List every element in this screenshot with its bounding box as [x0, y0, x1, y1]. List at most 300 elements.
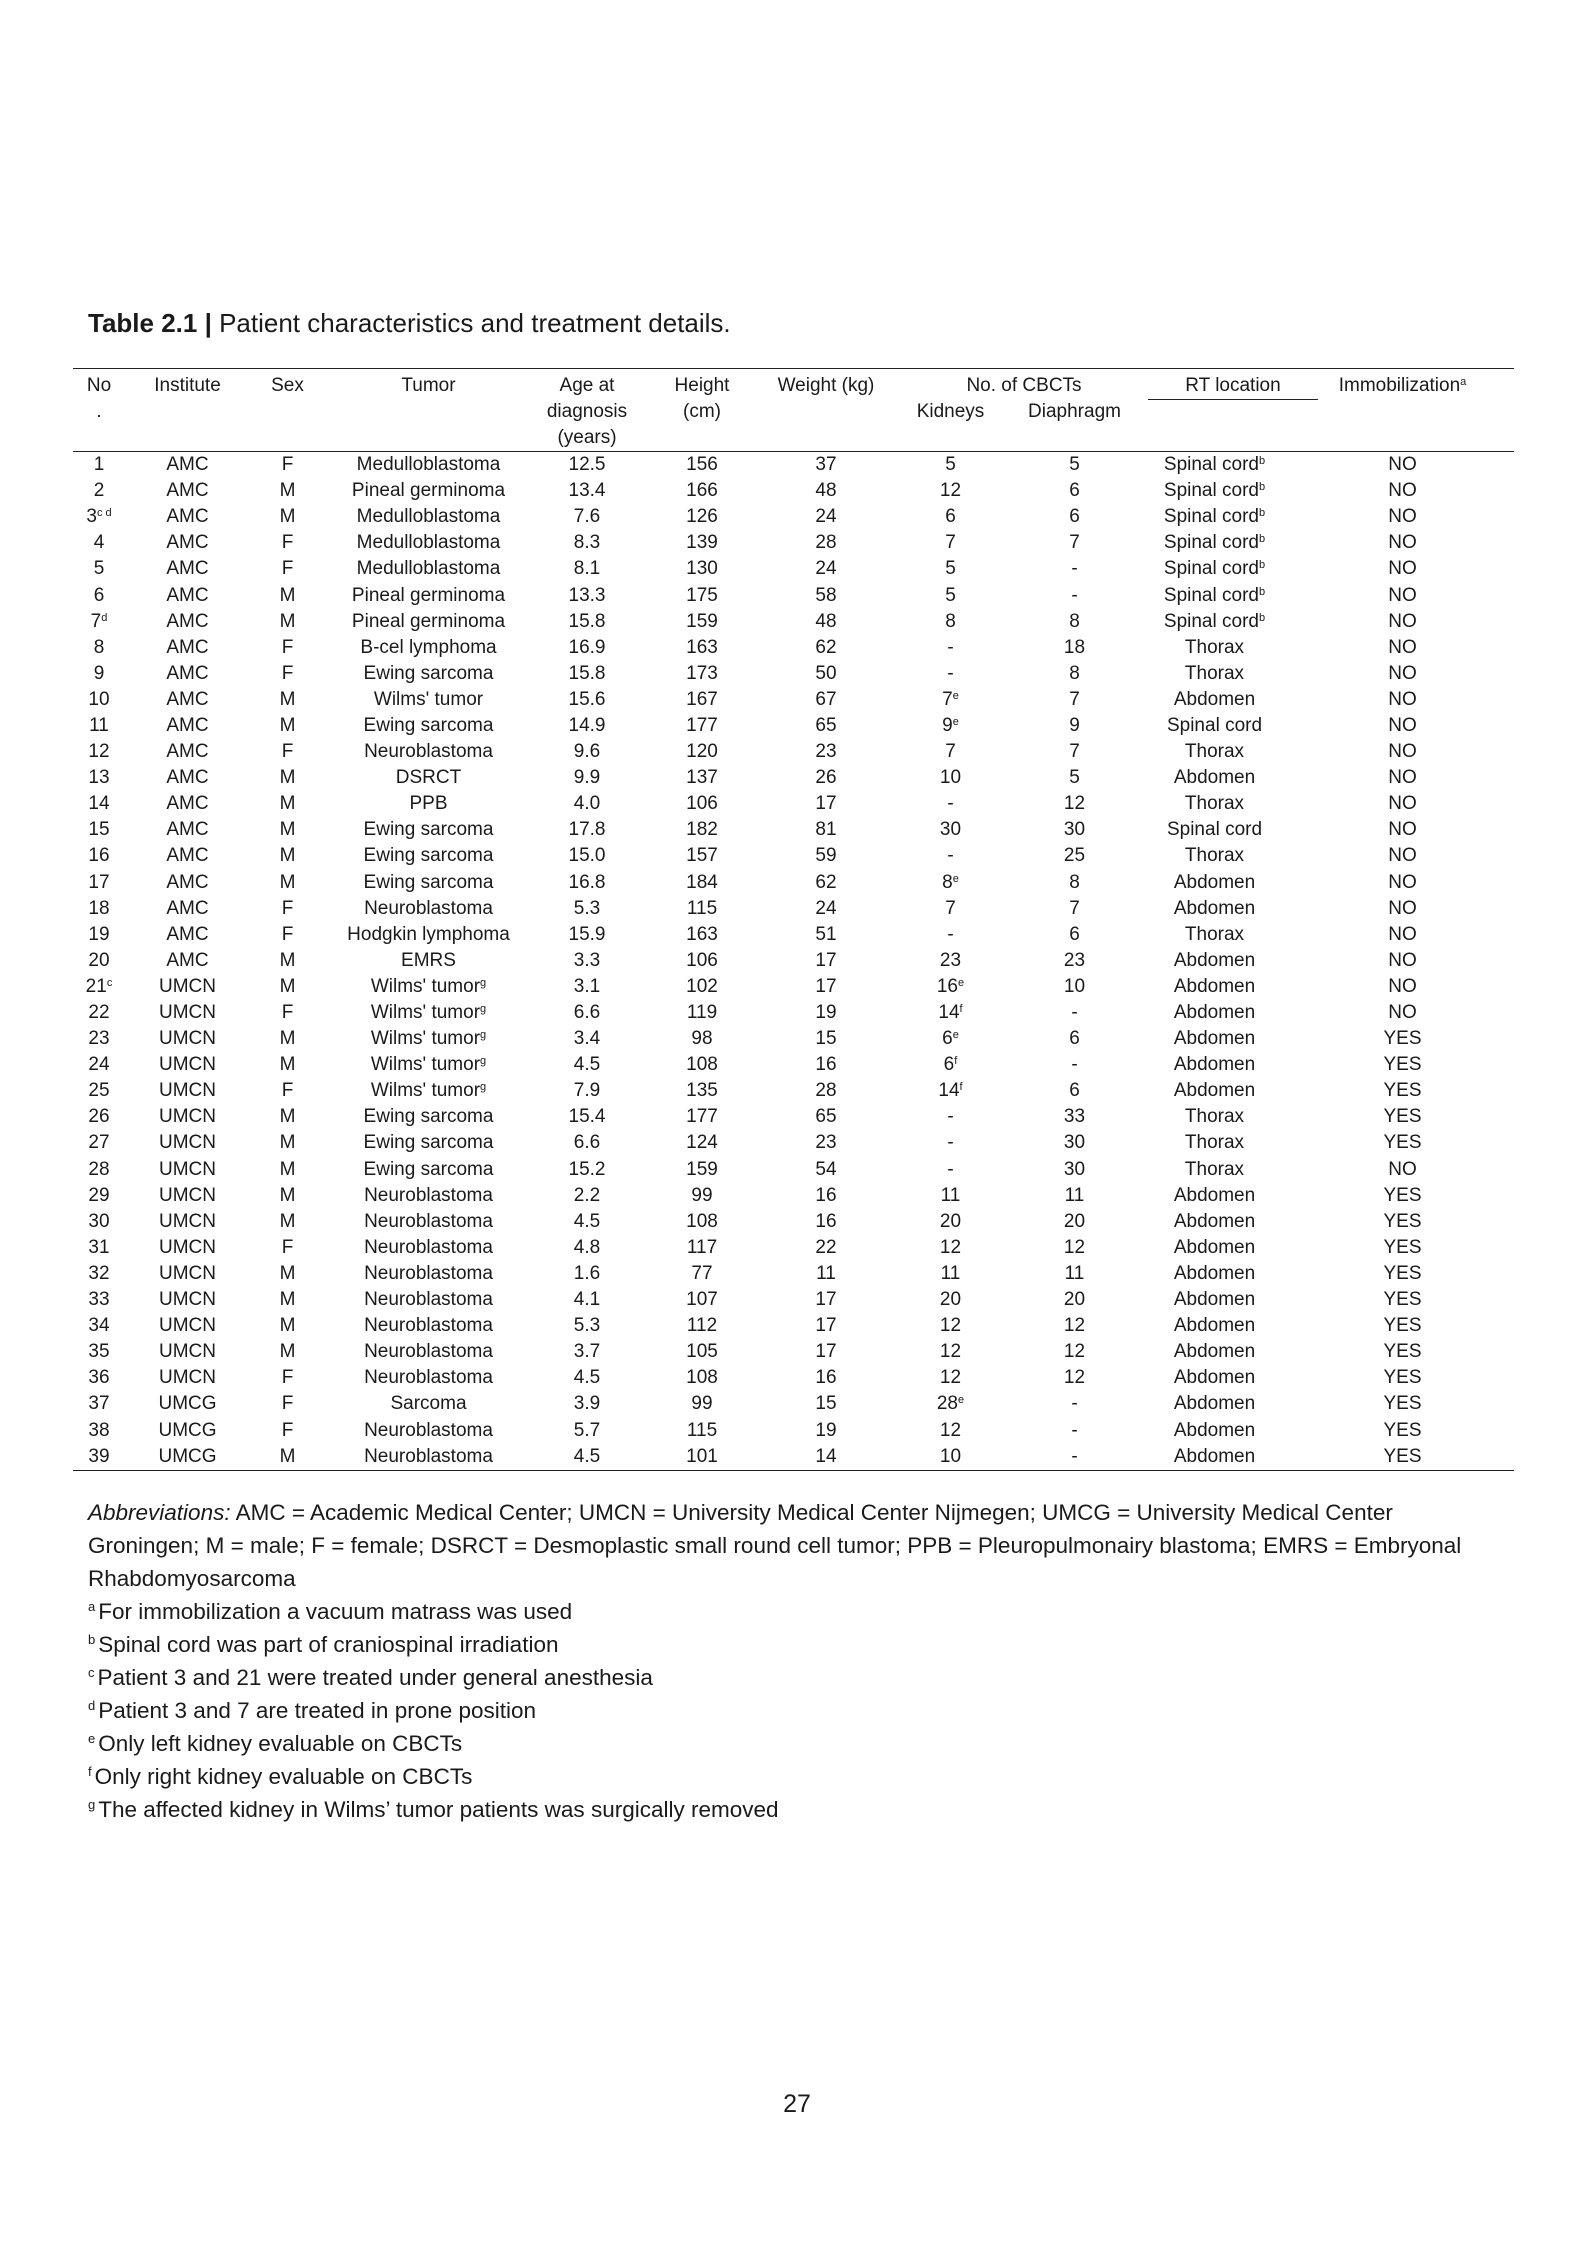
cell-sex: M	[279, 1315, 296, 1337]
cell-cbct-diaphragm: 11	[1064, 1262, 1085, 1284]
cell-sex: F	[281, 1236, 294, 1258]
cell-no: 11	[89, 714, 109, 736]
cell-height: 102	[686, 975, 718, 997]
cell-immobilization: YES	[1383, 1106, 1422, 1128]
cell-cbct-kidneys: 6$^f$	[943, 1054, 958, 1076]
cell-tumor: Wilms' tumor$^g$	[370, 975, 487, 997]
cell-cbct-diaphragm: -	[1071, 1054, 1078, 1076]
cell-rt-location: Abdomen	[1173, 1028, 1256, 1050]
cell-rt-location: Spinal cord$^b$	[1163, 506, 1266, 528]
cell-cbct-kidneys: 5	[945, 454, 956, 476]
table-caption-text: Patient characteristics and treatment details.	[211, 308, 731, 338]
cell-no: 27	[88, 1132, 110, 1154]
cell-institute: AMC	[166, 949, 209, 971]
cell-height: 101	[642, 1444, 762, 1471]
cell-sex: F	[281, 1393, 294, 1415]
cell-immobilization: YES	[1383, 1028, 1422, 1050]
cell-no: 21$^c$	[85, 975, 113, 997]
cell-weight: 19	[815, 1419, 837, 1441]
cell-age: 7.9	[573, 1080, 601, 1102]
header-cbct-diaphragm: Diaphragm	[1028, 401, 1121, 422]
cell-cbct-diaphragm: 6	[1069, 1028, 1080, 1050]
cell-institute: UMCN	[159, 1367, 216, 1389]
table-row	[73, 791, 1514, 817]
cell-age: 9.6	[573, 741, 601, 763]
cell-rt-location: Thorax	[1184, 793, 1245, 815]
cell-institute: AMC	[166, 923, 209, 945]
cell-cbct-diaphragm: 30	[1063, 1158, 1086, 1180]
cell-weight: 48	[815, 610, 837, 632]
cell-cbct-diaphragm: 6	[1069, 1080, 1080, 1102]
cell-cbct-kidneys: 7	[945, 741, 956, 763]
cell-sex: F	[281, 1419, 294, 1441]
cell-sex: M	[279, 1054, 296, 1076]
cell-tumor: Hodgkin lymphoma	[347, 923, 510, 945]
cell-immobilization: NO	[1388, 454, 1417, 476]
cell-tumor: Neuroblastoma	[364, 1262, 493, 1284]
cell-no: 10	[88, 688, 110, 710]
cell-rt-location: Abdomen	[1173, 1289, 1256, 1311]
cell-immobilization: YES	[1383, 1236, 1422, 1258]
cell-height: 175	[686, 584, 718, 606]
cell-rt-location: Abdomen	[1173, 1210, 1256, 1232]
cell-age: 15.6	[568, 688, 606, 710]
cell-weight: 65	[815, 1106, 837, 1128]
cell-cbct-kidneys: 6e	[942, 1028, 959, 1050]
cell-institute: UMCN	[159, 1132, 216, 1154]
cell-rt-location: Thorax	[1184, 845, 1245, 867]
cell-institute: UMCN	[159, 1158, 216, 1180]
cell-rt-location: Spinal cord$^b$	[1163, 584, 1266, 606]
cell-immobilization: YES	[1383, 1210, 1422, 1232]
cell-tumor: Neuroblastoma	[364, 1419, 493, 1441]
cell-rt-location: Spinal cord$^b$	[1163, 532, 1266, 554]
cell-tumor: Ewing sarcoma	[363, 662, 494, 684]
cell-cbct-diaphragm: 8	[1069, 610, 1080, 632]
cell-height: 184	[686, 871, 718, 893]
cell-cbct-diaphragm: 8	[1069, 662, 1080, 684]
cell-weight: 62	[815, 871, 837, 893]
cell-rt-location: Abdomen	[1173, 1262, 1256, 1284]
cell-rt-location: Abdomen	[1173, 975, 1256, 997]
cell-age: 3.3	[573, 949, 601, 971]
table-row	[73, 1287, 1514, 1313]
cell-institute: AMC	[166, 610, 209, 632]
cell-institute: UMCN	[159, 1054, 216, 1076]
cell-sex: F	[281, 1367, 294, 1389]
cell-sex: M	[250, 1444, 325, 1471]
cell-height: 106	[686, 793, 718, 815]
cell-height: 159	[686, 610, 718, 632]
cell-age: 15.4	[568, 1106, 606, 1128]
cell-rt-location: Thorax	[1184, 1158, 1245, 1180]
cell-sex: F	[281, 923, 294, 945]
cell-cbct-diaphragm: 10	[1063, 975, 1086, 997]
cell-cbct-kidneys: 6	[945, 506, 956, 528]
cell-height: 177	[686, 1106, 718, 1128]
cell-no: 22	[88, 1002, 110, 1024]
cell-height: 119	[686, 1002, 718, 1024]
cell-weight: 28	[815, 1080, 837, 1102]
cell-immobilization: YES	[1291, 1444, 1514, 1471]
table-row	[73, 1261, 1514, 1287]
cell-cbct-diaphragm: 6	[1069, 923, 1080, 945]
cell-cbct-diaphragm: 5	[1069, 454, 1080, 476]
cell-sex: F	[281, 532, 294, 554]
cell-institute: UMCG	[158, 1393, 217, 1415]
cell-height: 167	[686, 688, 718, 710]
cell-immobilization: NO	[1388, 741, 1417, 763]
cell-age: 4.5	[573, 1367, 601, 1389]
cell-weight: 65	[815, 714, 837, 736]
table-notes	[88, 1496, 1508, 1826]
cell-institute: AMC	[166, 897, 209, 919]
cell-no: 29	[88, 1184, 110, 1206]
cell-cbct-diaphragm: -	[1071, 1419, 1078, 1441]
cell-cbct-kidneys: -	[947, 636, 954, 658]
cell-age: 17.8	[568, 819, 606, 841]
cell-cbct-kidneys: 20	[939, 1289, 962, 1311]
cell-age: 15.8	[568, 662, 606, 684]
table-row	[73, 739, 1514, 765]
cell-weight: 19	[815, 1002, 837, 1024]
cell-cbct-diaphragm: 11	[1064, 1184, 1085, 1206]
cell-sex: F	[281, 662, 294, 684]
cell-cbct-kidneys: 7	[945, 532, 956, 554]
cell-no: 38	[88, 1419, 110, 1441]
cell-tumor: Neuroblastoma	[364, 1236, 493, 1258]
cell-tumor: Ewing sarcoma	[363, 819, 494, 841]
cell-rt-location: Thorax	[1184, 923, 1245, 945]
table-row	[73, 1000, 1514, 1026]
cell-immobilization: NO	[1388, 714, 1417, 736]
cell-immobilization: NO	[1388, 662, 1417, 684]
table-row	[73, 452, 1514, 479]
cell-cbct-diaphragm: -	[1071, 1393, 1078, 1415]
cell-cbct-diaphragm: 7	[1069, 897, 1080, 919]
cell-sex: F	[281, 741, 294, 763]
cell-immobilization: YES	[1383, 1393, 1422, 1415]
cell-institute: AMC	[166, 714, 209, 736]
cell-height: 135	[686, 1080, 718, 1102]
cell-cbct-kidneys: 12	[939, 1315, 962, 1337]
cell-immobilization: YES	[1383, 1054, 1422, 1076]
cell-height: 137	[686, 767, 718, 789]
cell-age: 1.6	[573, 1262, 601, 1284]
header-rt-location: RT location	[1138, 369, 1291, 452]
footnote: $^d$ Patient 3 and 7 are treated in prone position	[88, 1698, 537, 1723]
cell-tumor: DSRCT	[395, 767, 462, 789]
cell-cbct-diaphragm: 23	[1063, 949, 1086, 971]
cell-rt-location: Spinal cord	[1166, 714, 1263, 736]
cell-tumor: Neuroblastoma	[364, 1315, 493, 1337]
footnote: $^b$ Spinal cord was part of craniospinal irradiation	[88, 1632, 559, 1657]
cell-weight: 24	[815, 506, 837, 528]
cell-height: 105	[686, 1341, 718, 1363]
cell-weight: 24	[815, 897, 837, 919]
header-cbct-group: No. of CBCTs Kidneys Diaphragm	[890, 369, 1138, 452]
cell-institute: AMC	[166, 584, 209, 606]
cell-age: 13.3	[568, 584, 606, 606]
cell-age: 15.0	[568, 845, 606, 867]
cell-immobilization: NO	[1388, 871, 1417, 893]
cell-weight: 16	[815, 1210, 837, 1232]
cell-weight: 48	[815, 480, 837, 502]
cell-institute: UMCN	[159, 1028, 216, 1050]
cell-sex: M	[279, 714, 296, 736]
cell-cbct-kidneys: 11	[940, 1184, 961, 1206]
cell-cbct-diaphragm: 12	[1063, 793, 1086, 815]
cell-no: 8	[93, 636, 105, 658]
cell-sex: M	[279, 1210, 296, 1232]
cell-institute: UMCN	[159, 1236, 216, 1258]
table-row	[73, 1157, 1514, 1183]
cell-weight: 23	[815, 741, 837, 763]
cell-age: 2.2	[573, 1184, 601, 1206]
cell-height: 107	[686, 1289, 718, 1311]
header-sex: Sex	[250, 369, 325, 452]
cell-sex: M	[279, 767, 296, 789]
table-row	[73, 1026, 1514, 1052]
cell-tumor: Neuroblastoma	[325, 1444, 532, 1471]
cell-age: 7.6	[573, 506, 601, 528]
footnote: $^e$ Only left kidney evaluable on CBCTs	[88, 1731, 463, 1756]
cell-tumor: Neuroblastoma	[364, 1367, 493, 1389]
cell-institute: AMC	[166, 845, 209, 867]
cell-no: 28	[88, 1158, 110, 1180]
footnote: $^g$ The affected kidney in Wilms’ tumor patients was surgically removed	[88, 1797, 779, 1822]
page-number: 27	[783, 2090, 811, 2118]
cell-weight: 37	[815, 454, 837, 476]
cell-height: 108	[686, 1367, 718, 1389]
cell-cbct-kidneys: 12	[939, 1341, 962, 1363]
cell-sex: M	[279, 871, 296, 893]
cell-rt-location: Abdomen	[1173, 1315, 1256, 1337]
cell-tumor: PPB	[409, 793, 448, 815]
table-row	[73, 504, 1514, 530]
abbreviations-text: AMC = Academic Medical Center; UMCN = University Medical Center Nijmegen; UMCG = University Medical Center Groningen; M = male; F = female; DSRCT = Desmoplastic small round cell tumor; PPB = Pleuropulmonairy blastoma; EMRS = Embryonal Rhabdomyosarcoma	[88, 1500, 1462, 1591]
cell-height: 124	[686, 1132, 718, 1154]
cell-cbct-diaphragm: 30	[1063, 819, 1086, 841]
cell-no: 33	[88, 1289, 110, 1311]
cell-no: 37	[88, 1393, 110, 1415]
cell-age: 12.5	[568, 454, 606, 476]
cell-cbct-kidneys: -	[947, 793, 954, 815]
cell-cbct-diaphragm: -	[1071, 558, 1078, 580]
cell-cbct-diaphragm: 9	[1069, 714, 1080, 736]
cell-weight: 59	[815, 845, 837, 867]
cell-cbct-diaphragm: 6	[1069, 480, 1080, 502]
cell-sex: M	[279, 1028, 296, 1050]
cell-rt-location: Spinal cord$^b$	[1163, 480, 1266, 502]
table-row	[73, 974, 1514, 1000]
table-row	[73, 922, 1514, 948]
cell-institute: AMC	[166, 480, 209, 502]
cell-institute: UMCN	[159, 1002, 216, 1024]
cell-height: 126	[686, 506, 718, 528]
cell-height: 99	[691, 1393, 713, 1415]
cell-institute: AMC	[166, 636, 209, 658]
cell-weight: 81	[815, 819, 837, 841]
cell-cbct-diaphragm: 7	[1069, 688, 1080, 710]
cell-cbct-diaphragm: 8	[1069, 871, 1080, 893]
cell-age: 3.9	[573, 1393, 601, 1415]
cell-cbct-kidneys: 8	[945, 610, 956, 632]
cell-tumor: Ewing sarcoma	[363, 714, 494, 736]
cell-age: 15.2	[568, 1158, 606, 1180]
cell-cbct-kidneys: -	[947, 845, 954, 867]
cell-cbct-kidneys: -	[947, 1132, 954, 1154]
cell-height: 156	[686, 454, 718, 476]
header-no: No .	[73, 369, 125, 452]
cell-weight: 58	[815, 584, 837, 606]
cell-immobilization: NO	[1388, 949, 1417, 971]
cell-tumor: Medulloblastoma	[356, 558, 501, 580]
cell-sex: M	[279, 1132, 296, 1154]
cell-rt-location: Abdomen	[1173, 871, 1256, 893]
cell-tumor: Neuroblastoma	[364, 897, 493, 919]
cell-no: 9	[93, 662, 105, 684]
cell-cbct-kidneys: 12	[939, 1367, 962, 1389]
cell-no: 23	[88, 1028, 110, 1050]
cell-institute: AMC	[166, 506, 209, 528]
cell-cbct-diaphragm: 7	[1069, 532, 1080, 554]
cell-age: 5.3	[573, 897, 601, 919]
cell-immobilization: NO	[1388, 819, 1417, 841]
cell-weight: 16	[815, 1367, 837, 1389]
cell-age: 4.5	[573, 1054, 601, 1076]
cell-sex: F	[281, 897, 294, 919]
cell-tumor: Pineal germinoma	[351, 584, 506, 606]
cell-tumor: Medulloblastoma	[356, 454, 501, 476]
table-caption-label: Table 2.1 |	[88, 308, 212, 338]
table-row	[73, 896, 1514, 922]
cell-tumor: Medulloblastoma	[356, 506, 501, 528]
table-body	[73, 452, 1514, 1471]
footnote: $^a$ For immobilization a vacuum matrass was used	[88, 1599, 573, 1624]
cell-no: 12	[88, 741, 110, 763]
cell-cbct-diaphragm: 7	[1069, 741, 1080, 763]
cell-sex: M	[279, 1341, 296, 1363]
cell-rt-location: Abdomen	[1173, 897, 1256, 919]
abbreviations	[88, 1496, 1508, 1595]
cell-cbct-kidneys: 7	[945, 897, 956, 919]
cell-no: 5	[93, 558, 105, 580]
cell-rt-location: Thorax	[1184, 741, 1245, 763]
cell-height: 99	[691, 1184, 713, 1206]
cell-weight: 28	[815, 532, 837, 554]
header-weight: Weight (kg)	[762, 369, 890, 452]
cell-cbct-kidneys: 12	[939, 480, 962, 502]
cell-cbct-kidneys: 28e	[936, 1393, 965, 1415]
table-row	[73, 1444, 1514, 1471]
cell-institute: AMC	[166, 819, 209, 841]
cell-cbct-kidneys: 11	[940, 1262, 961, 1284]
cell-sex: M	[279, 506, 296, 528]
cell-no: 14	[88, 793, 110, 815]
cell-institute: UMCG	[158, 1419, 217, 1441]
cell-no: 32	[88, 1262, 110, 1284]
cell-cbct-diaphragm: -	[1071, 584, 1078, 606]
cell-cbct-kidneys: 20	[939, 1210, 962, 1232]
cell-cbct-kidneys: 14$^f$	[938, 1080, 963, 1102]
cell-immobilization: YES	[1383, 1367, 1422, 1389]
cell-height: 166	[686, 480, 718, 502]
cell-no: 2	[93, 480, 105, 502]
cell-no: 30	[88, 1210, 110, 1232]
cell-rt-location: Abdomen	[1173, 1393, 1256, 1415]
cell-height: 130	[686, 558, 718, 580]
cell-rt-location: Abdomen	[1173, 767, 1256, 789]
cell-institute: UMCN	[159, 1341, 216, 1363]
cell-sex: M	[279, 480, 296, 502]
cell-age: 5.7	[573, 1419, 601, 1441]
cell-age: 14.9	[568, 714, 606, 736]
cell-institute: AMC	[166, 662, 209, 684]
cell-sex: F	[281, 636, 294, 658]
table-row	[73, 765, 1514, 791]
patient-table	[73, 368, 1514, 1471]
cell-cbct-diaphragm: 5	[1069, 767, 1080, 789]
cell-height: 115	[686, 1419, 718, 1441]
cell-rt-location: Abdomen	[1173, 1341, 1256, 1363]
cell-cbct-diaphragm: -	[1011, 1444, 1138, 1471]
cell-cbct-kidneys: 14$^f$	[938, 1002, 963, 1024]
cell-sex: M	[279, 793, 296, 815]
cell-weight: 17	[815, 1289, 837, 1311]
cell-age: 8.1	[573, 558, 601, 580]
table-row	[73, 713, 1514, 739]
cell-institute: AMC	[166, 688, 209, 710]
cell-rt-location: Abdomen	[1173, 1184, 1256, 1206]
cell-rt-location: Abdomen	[1173, 1236, 1256, 1258]
cell-sex: F	[281, 454, 294, 476]
cell-tumor: Neuroblastoma	[364, 1210, 493, 1232]
cell-weight: 17	[815, 949, 837, 971]
cell-cbct-kidneys: 9e	[942, 714, 959, 736]
cell-weight: 17	[815, 975, 837, 997]
cell-no: 20	[88, 949, 110, 971]
table-row	[73, 556, 1514, 582]
table-row	[73, 1209, 1514, 1235]
footnote: $^f$ Only right kidney evaluable on CBCTs	[88, 1764, 473, 1789]
cell-tumor: Ewing sarcoma	[363, 1158, 494, 1180]
cell-rt-location: Abdomen	[1173, 1002, 1256, 1024]
table-row	[73, 1417, 1514, 1443]
cell-rt-location: Thorax	[1184, 1106, 1245, 1128]
cell-rt-location: Abdomen	[1173, 1367, 1256, 1389]
footnotes	[88, 1595, 1508, 1826]
cell-rt-location: Abdomen	[1173, 1419, 1256, 1441]
cell-height: 77	[691, 1262, 713, 1284]
cell-no: 6	[93, 584, 105, 606]
cell-no: $3^{c d}$	[86, 506, 112, 528]
cell-institute: UMCN	[159, 1289, 216, 1311]
cell-cbct-kidneys: 30	[939, 819, 962, 841]
cell-sex: M	[279, 819, 296, 841]
cell-height: 157	[686, 845, 718, 867]
cell-weight: 24	[815, 558, 837, 580]
cell-immobilization: NO	[1388, 975, 1417, 997]
cell-institute: UMCN	[159, 1106, 216, 1128]
cell-weight: 51	[815, 923, 837, 945]
cell-sex: M	[279, 1158, 296, 1180]
table-row	[73, 1078, 1514, 1104]
table-row	[73, 843, 1514, 869]
cell-weight: 26	[815, 767, 837, 789]
cell-cbct-diaphragm: 18	[1063, 636, 1086, 658]
cell-rt-location: Thorax	[1184, 662, 1245, 684]
